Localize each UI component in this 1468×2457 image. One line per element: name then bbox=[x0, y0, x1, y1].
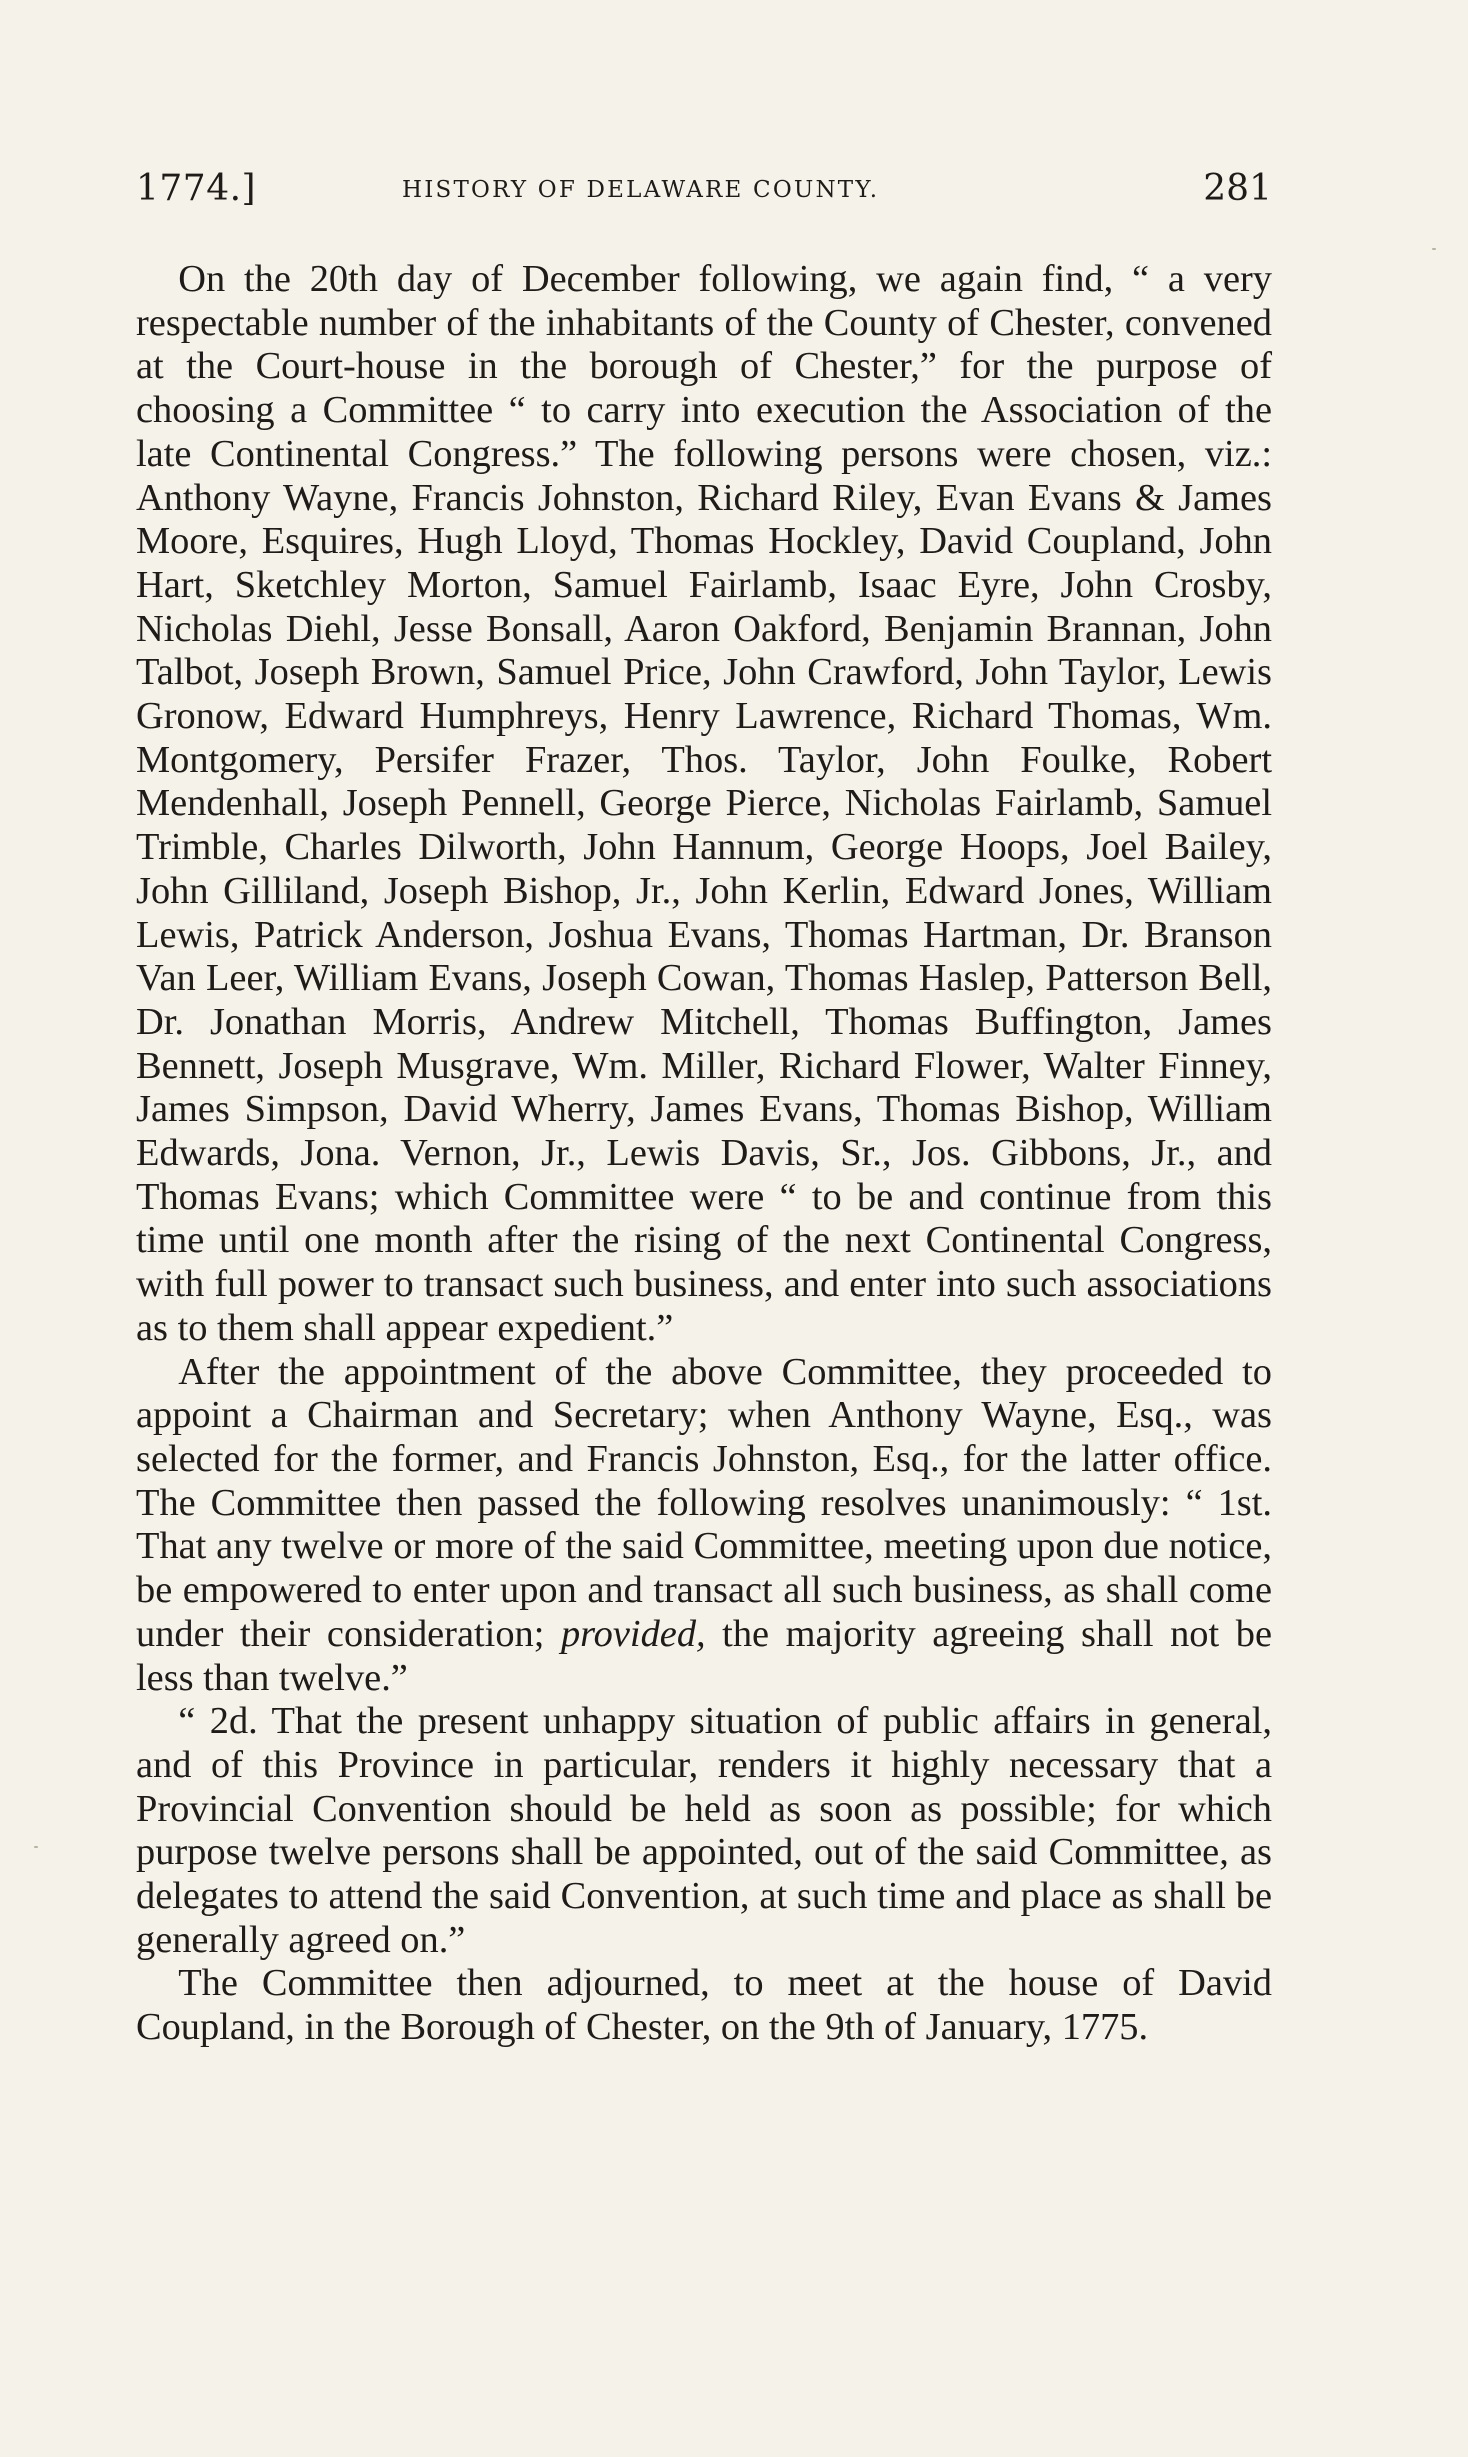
italic-term: provided, bbox=[560, 1612, 706, 1655]
paragraph-second-resolve: “ 2d. That the present unhappy situation of public affairs in general, and of this Province in particular, renders it highly necessary that a Provincial Convention should be held as soon as possible; for which purpose twelve persons shall be appointed, out of the said Committee, as delegates to attend the said Convention, at such time and place as shall be generally agreed on.” bbox=[136, 1700, 1272, 1961]
paragraph-committee-election: On the 20th day of December following, we again find, “ a very respectable number of the inhabitants of the County of Chester, convened at the Court-house in the borough of Chester,” for the purpose of choosing a Committee “ to carry into execution the Association of the late Continental Congress.” The following persons were chosen, viz.: Anthony Wayne, Francis Johnston, Richard Riley, Evan Evans & James Moore, Esquires, Hugh Lloyd, Thomas Hockley, David Coupland, John Hart, Sketchley Morton, Samuel Fairlamb, Isaac Eyre, John Crosby, Nicholas Diehl, Jesse Bonsall, Aaron Oakford, Benjamin Brannan, John Talbot, Joseph Brown, Samuel Price, John Crawford, John Taylor, Lewis Gronow, Edward Humphreys, Henry Lawrence, Richard Thomas, Wm. Montgomery, Persifer Frazer, Thos. Taylor, John Foulke, Robert Mendenhall, Joseph Pennell, George Pierce, Nicholas Fairlamb, Samuel Trimble, Charles Dilworth, John Hannum, George Hoops, Joel Bailey, John Gilliland, Joseph Bishop, Jr., John Kerlin, Edward Jones, William Lewis, Patrick Anderson, Joshua Evans, Thomas Hartman, Dr. Branson Van Leer, William Evans, Joseph Cowan, Thomas Haslep, Patterson Bell, Dr. Jonathan Morris, Andrew Mitchell, Thomas Buffington, James Bennett, Joseph Musgrave, Wm. Miller, Richard Flower, Walter Finney, James Simpson, David Wherry, James Evans, Thomas Bishop, William Edwards, Jona. Vernon, Jr., Lewis Davis, Sr., Jos. Gibbons, Jr., and Thomas Evans; which Committee were “ to be and continue from this time until one month after the rising of the next Continental Congress, with full power to transact such business, and enter into such associations as to them shall appear expedient.” bbox=[136, 258, 1272, 1349]
running-head bbox=[136, 168, 1272, 218]
paragraph-adjournment: The Committee then adjourned, to meet at the house of David Coupland, in the Borough of Chester, on the 9th of January, 1775. bbox=[136, 1962, 1272, 2049]
paragraph-text: the majority agreeing shall not be less than twelve.” bbox=[136, 1612, 1272, 1699]
paper-speck bbox=[34, 1846, 38, 1848]
paragraph-text: After the appointment of the above Committee, they proceeded to appoint a Chairman and Secretary; when Anthony Wayne, Esq., was selected for the former, and Francis Johnston, Esq., for the latter office. The Committee then passed the following resolves unanimously: “ 1st. That any twelve or more of the said Committee, meeting upon due notice, be empowered to enter upon and transact all such business, as shall come under their consideration; bbox=[136, 1350, 1272, 1655]
running-head-year: 1774.] bbox=[136, 168, 257, 209]
paragraph-chairman-secretary bbox=[136, 1351, 1272, 1701]
running-head-title: HISTORY OF DELAWARE COUNTY. bbox=[402, 177, 880, 203]
paper-speck bbox=[1432, 248, 1436, 250]
page-number: 281 bbox=[1203, 168, 1272, 209]
body-text bbox=[136, 258, 1272, 2050]
